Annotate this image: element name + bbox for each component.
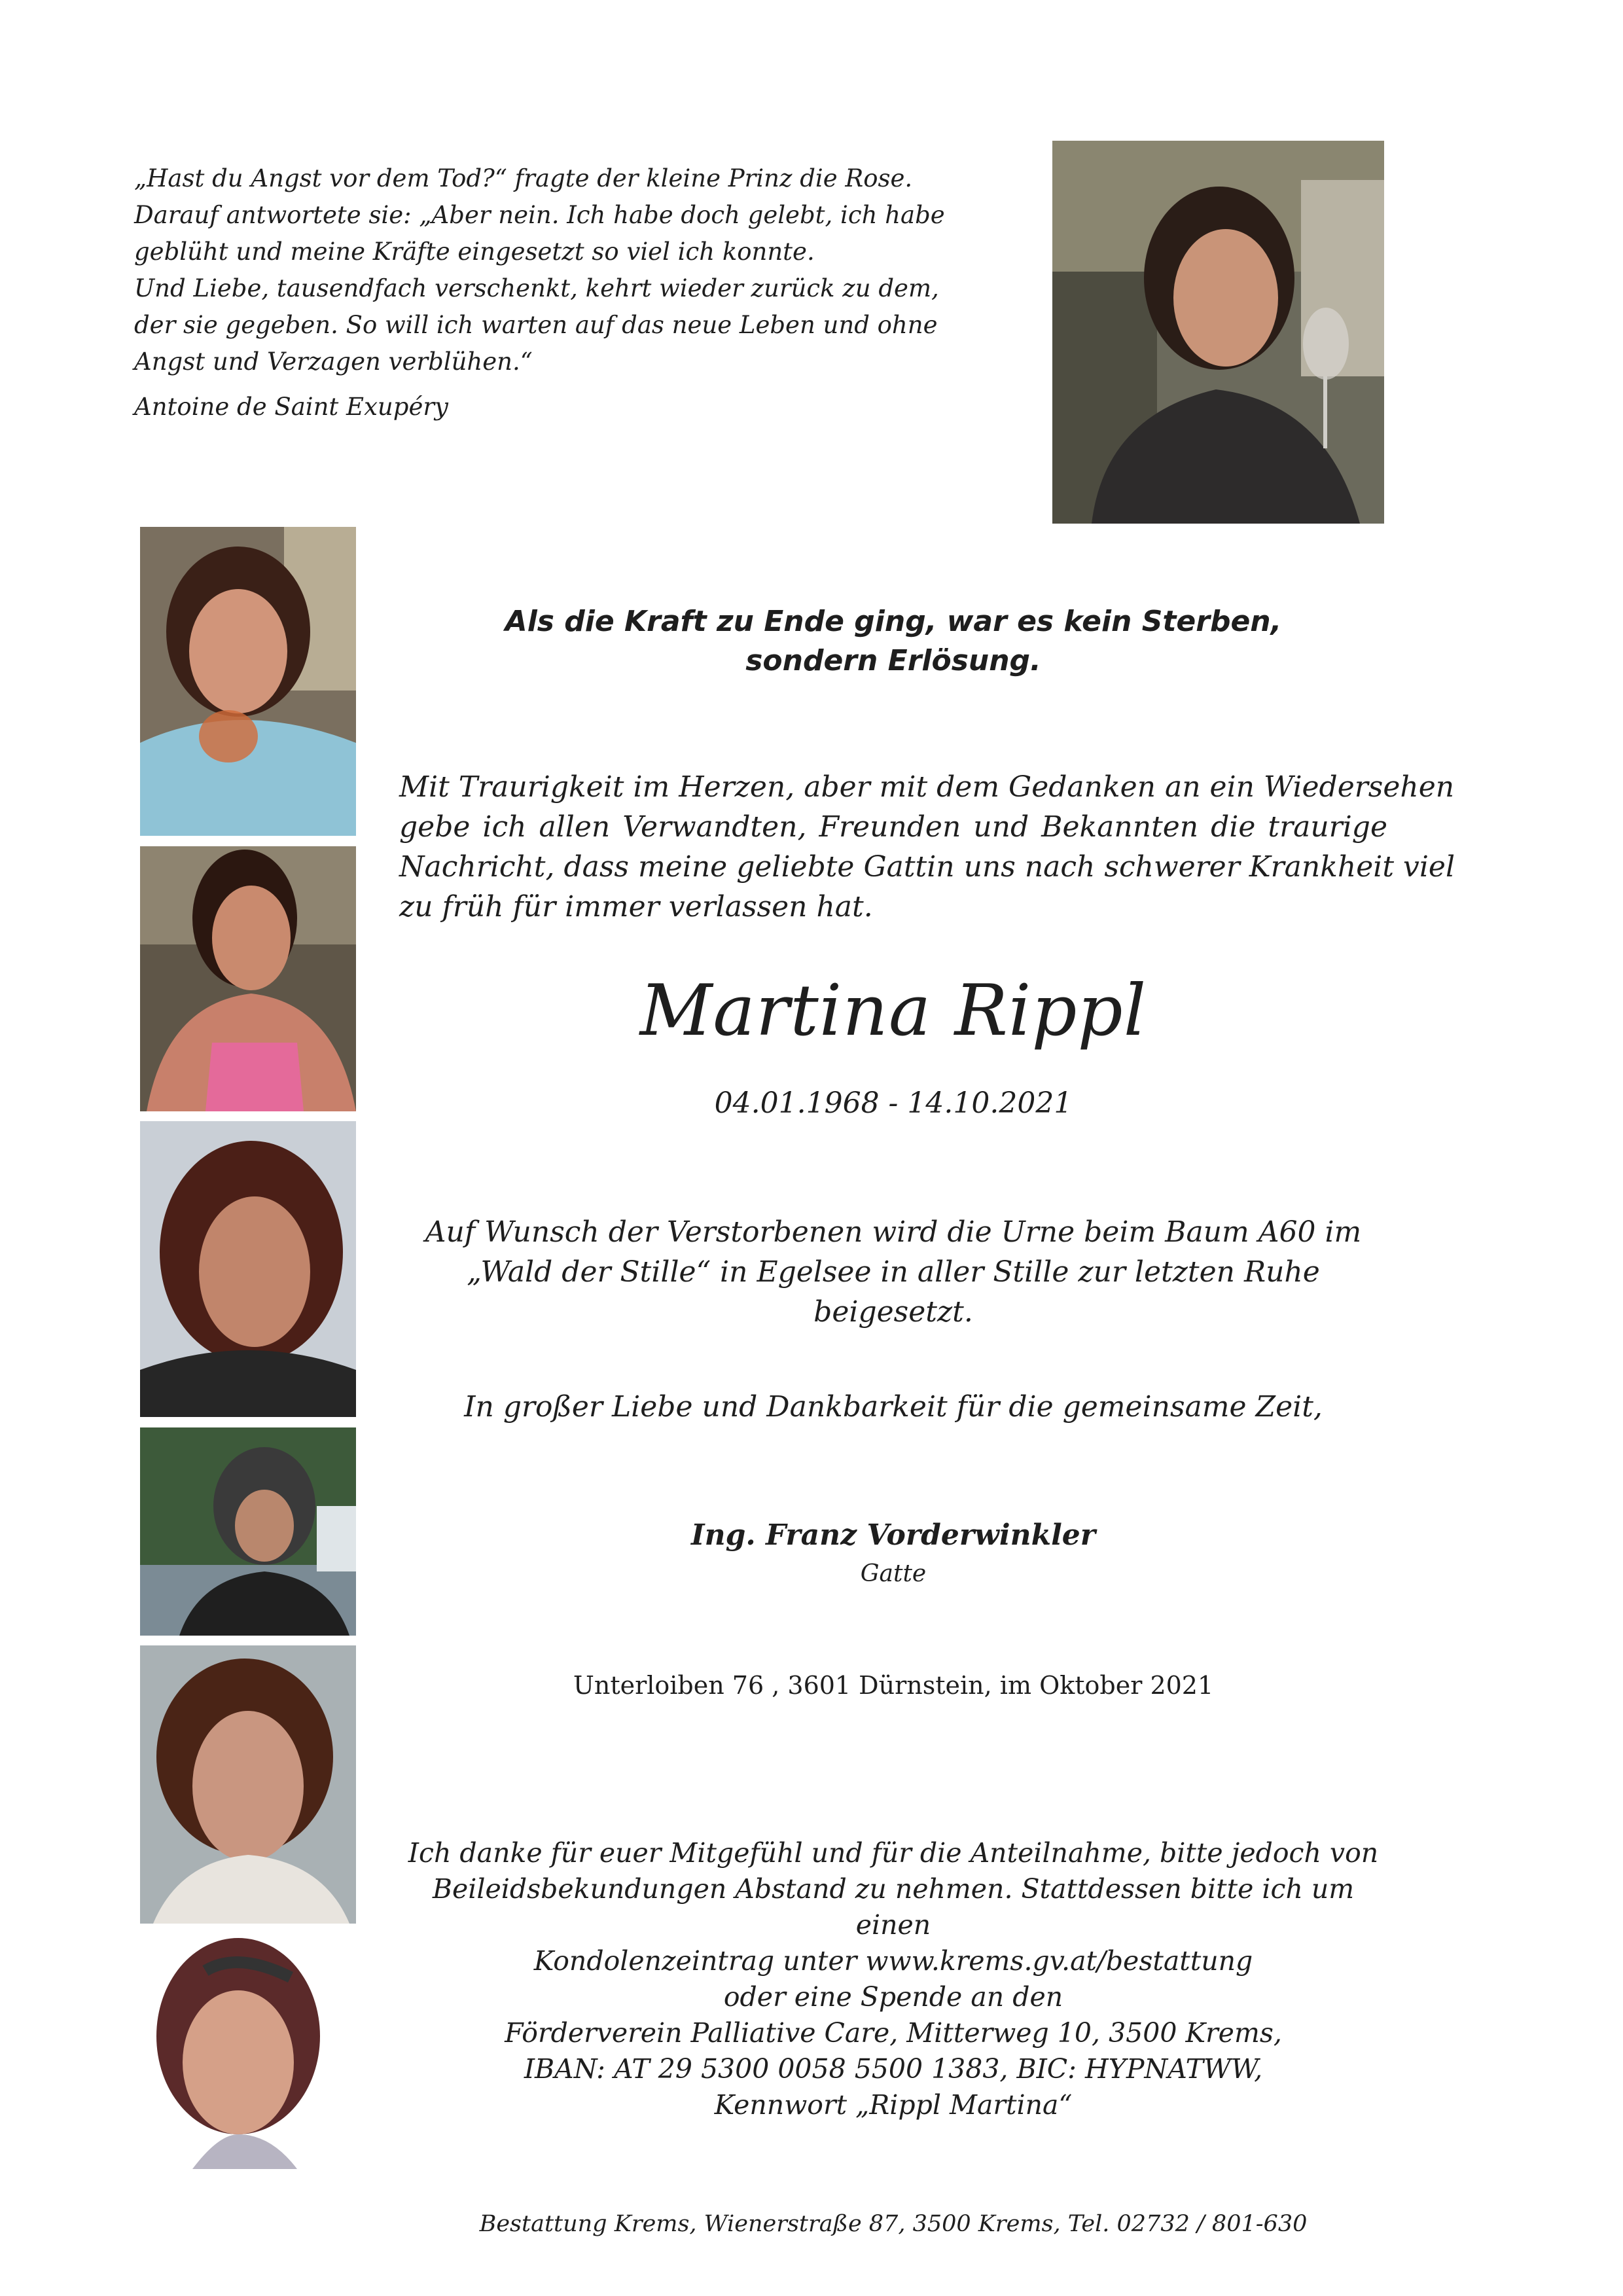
thanks-line: Förderverein Palliative Care, Mitterweg 10, 3500 Krems, — [505, 2017, 1282, 2049]
motto-line: sondern Erlösung. — [745, 644, 1041, 677]
thanks-block — [399, 1835, 1387, 2123]
quote-line: Angst und Verzagen verblühen.“ — [134, 348, 533, 376]
quote-author: Antoine de Saint Exupéry — [134, 393, 448, 421]
deceased-name: Martina Rippl — [639, 970, 1147, 1052]
intro-line: Nachricht, dass meine geliebte Gattin uns nach schwerer Krankheit viel — [399, 850, 1455, 884]
quote-line: Darauf antwortete sie: „Aber nein. Ich habe doch gelebt, ich habe — [134, 201, 945, 229]
burial-wish-line: „Wald der Stille“ in Egelsee in aller Stille zur letzten Ruhe beigesetzt. — [467, 1255, 1320, 1329]
photo-1 — [140, 527, 356, 836]
quote-line: der sie gegeben. So will ich warten auf das neue Leben und ohne — [134, 311, 938, 339]
intro-line: zu früh für immer verlassen hat. — [399, 890, 873, 924]
thanks-line: Beileidsbekundungen Abstand zu nehmen. Stattdessen bitte ich um einen — [432, 1873, 1355, 1941]
thanks-line: Ich danke für euer Mitgefühl und für die Anteilnahme, bitte jedoch von — [408, 1837, 1379, 1869]
intro-line: gebe ich allen Verwandten, Freunden und Bekannten die traurige — [399, 810, 1387, 844]
quote-line: geblüht und meine Kräfte eingesetzt so viel ich konnte. — [134, 238, 815, 266]
photo-6 — [140, 1931, 356, 2169]
place-date-line: Unterloiben 76 , 3601 Dürnstein, im Oktober 2021 — [573, 1671, 1214, 1700]
life-dates: 04.01.1968 - 14.10.2021 — [714, 1086, 1073, 1120]
intro-text — [399, 767, 1455, 927]
thanks-line: IBAN: AT 29 5300 0058 5500 1383, BIC: HYPNATWW, — [524, 2053, 1263, 2085]
photo-2 — [140, 846, 356, 1111]
closing-love-line: In großer Liebe und Dankbarkeit für die gemeinsame Zeit, — [464, 1390, 1323, 1424]
intro-line: Mit Traurigkeit im Herzen, aber mit dem Gedanken an ein Wiedersehen — [399, 770, 1455, 804]
burial-wish — [399, 1212, 1387, 1332]
signer-name: Ing. Franz Vorderwinkler — [691, 1518, 1096, 1552]
funeral-home-footer: Bestattung Krems, Wienerstraße 87, 3500 Krems, Tel. 02732 / 801-630 — [479, 2211, 1308, 2237]
thanks-line: Kennwort „Rippl Martina“ — [714, 2089, 1073, 2121]
photo-4 — [140, 1427, 356, 1636]
burial-wish-line: Auf Wunsch der Verstorbenen wird die Urne beim Baum A60 im — [425, 1215, 1362, 1249]
thanks-line: oder eine Spende an den — [723, 1981, 1063, 2013]
thanks-line: Kondolenzeintrag unter www.krems.gv.at/bestattung — [533, 1945, 1253, 1977]
signer-role: Gatte — [860, 1560, 927, 1587]
motto-line: Als die Kraft zu Ende ging, war es kein Sterben, — [505, 605, 1282, 638]
quote-line: „Hast du Angst vor dem Tod?“ fragte der kleine Prinz die Rose. — [134, 164, 913, 192]
photo-5 — [140, 1645, 356, 1924]
quote-line: Und Liebe, tausendfach verschenkt, kehrt wieder zurück zu dem, — [134, 274, 939, 302]
motto — [399, 602, 1387, 681]
quote-block — [134, 160, 945, 380]
photo-3 — [140, 1121, 356, 1417]
main-portrait-photo — [1052, 141, 1384, 524]
